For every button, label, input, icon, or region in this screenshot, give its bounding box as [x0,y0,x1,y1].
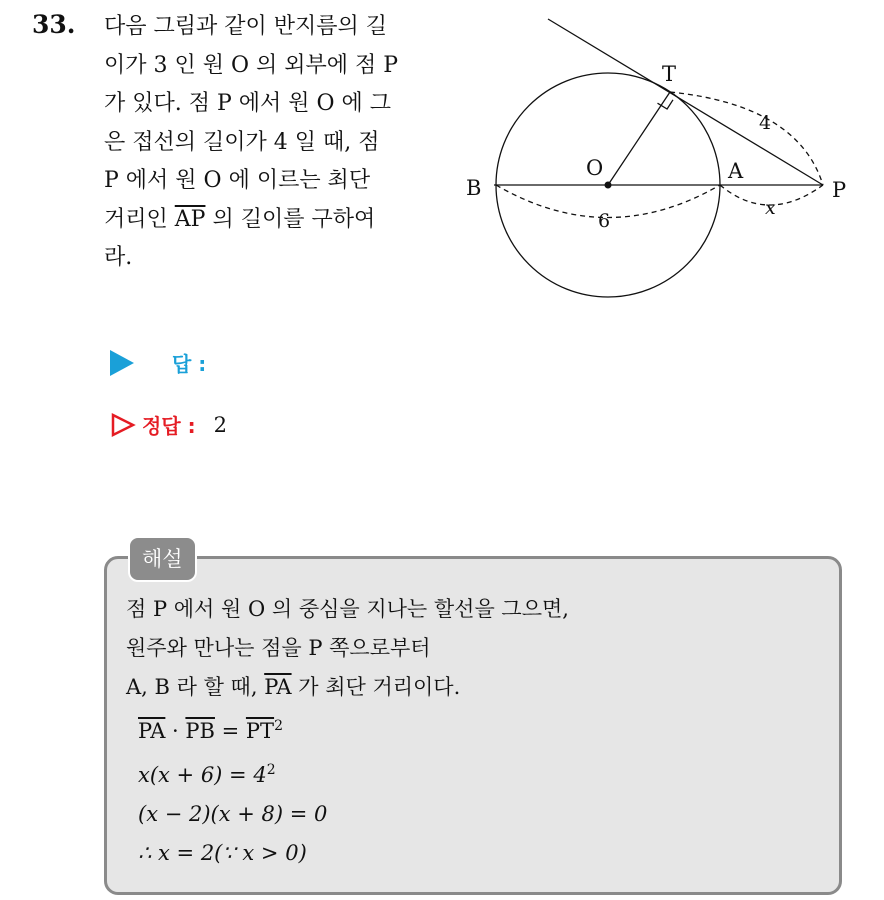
center-point-o [605,182,612,189]
segment-pa: $\overline{PA}$ [138,719,166,743]
answer-label: 답 : [172,352,207,376]
question-line: 라. [104,245,133,270]
label-o: O [586,156,604,180]
play-triangle-icon [110,350,134,376]
solution-line [126,668,569,707]
text-segment: 거리인 [104,206,175,232]
correct-answer-value: 2 [213,412,227,437]
geometry-figure [458,5,858,305]
text-segment: x(x + 6) = 4 [138,763,267,787]
outline-triangle-icon [110,412,136,438]
text-segment: · [165,719,186,743]
text-segment: 의 길이를 구하여 [205,206,376,232]
exponent: 2 [266,762,276,778]
question-text [104,8,444,278]
equation-4: ∴ x = 2(∵ x > 0) [138,841,307,865]
segment-pb: $\overline{PB}$ [185,719,215,743]
equation-2 [126,751,569,795]
question-line: 가 있다. 점 P 에서 원 O 에 그 [104,91,392,116]
label-t: T [662,62,677,86]
label-length-4: 4 [759,112,772,134]
label-length-x: x [765,197,776,219]
solution-line: 점 P 에서 원 O 의 중심을 지나는 할선을 그으면, [126,597,569,621]
question-line: P 에서 원 O 에 이르는 최단 [104,168,371,193]
label-length-6: 6 [598,210,611,232]
question-line: 다음 그림과 같이 반지름의 길 [104,14,387,39]
solution-line: 원주와 만나는 점을 P 쪽으로부터 [126,636,431,660]
correct-answer-row [110,410,227,439]
label-a: A [728,159,744,183]
label-b: B [466,176,482,200]
solution-tag: 해설 [128,536,197,582]
segment-ap: $\overline{AP}$ [174,206,206,232]
text-segment: A, B 라 할 때, [126,675,265,699]
question-line: 이가 3 인 원 O 의 외부에 점 P [104,52,399,78]
exponent: 2 [274,718,283,734]
answer-row [110,348,206,377]
text-segment: = [214,719,246,743]
radius-ot [608,92,670,185]
correct-answer-label: 정답 : [142,414,196,438]
label-p: P [832,178,847,202]
question-number: 33. [32,10,76,39]
question-line: 은 접선의 길이가 4 일 때, 점 [104,129,380,155]
solution-content [126,590,569,873]
equation-3: (x − 2)(x + 8) = 0 [138,802,328,826]
question-line [104,201,444,240]
segment-pa: $\overline{PA}$ [264,675,292,699]
equation-1 [126,707,569,751]
segment-pt: $\overline{PT}$ [245,719,275,743]
text-segment: 가 최단 거리이다. [291,675,461,699]
